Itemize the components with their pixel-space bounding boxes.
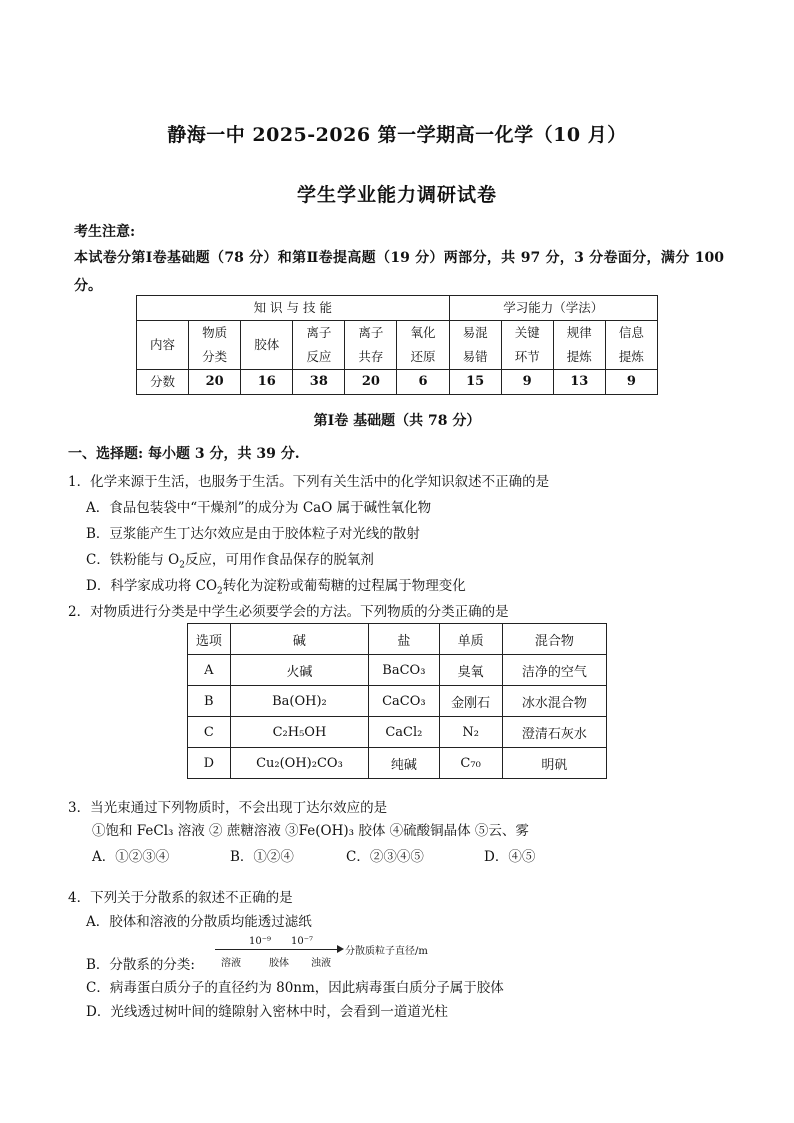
table-cell: 臭氧	[439, 655, 502, 686]
table-row	[137, 296, 658, 321]
table-cell: C	[188, 717, 231, 748]
score-distribution-table	[136, 295, 658, 395]
table-row	[188, 624, 607, 655]
table-row	[137, 321, 658, 370]
table-header: 碱	[230, 624, 369, 655]
question-3-option-b: B．①②④	[230, 849, 294, 865]
question-1-stem: 1．化学来源于生活，也服务于生活。下列有关生活中的化学知识叙述不正确的是	[68, 474, 550, 490]
table-cell: 金刚石	[439, 686, 502, 717]
table-cell: N₂	[439, 717, 502, 748]
table-cell: Ba(OH)₂	[230, 686, 369, 717]
table-cell: BaCO₃	[369, 655, 439, 686]
part-heading: 一、选择题: 每小题 3 分，共 39 分.	[68, 446, 300, 462]
question-1-option-c: C．铁粉能与 $O_2$反应，可用作食品保存的脱氧剂	[86, 552, 374, 571]
question-3-items: ①饱和 FeCl₃ 溶液 ② 蔗糖溶液 ③Fe(OH)₃ 胶体 ④硫酸铜晶体 ⑤云、雾	[92, 823, 529, 839]
table-cell: 离子 反应	[293, 321, 345, 370]
table-header: 单质	[439, 624, 502, 655]
row-content-label: 内容	[137, 321, 189, 370]
question-3-option-a: A．①②③④	[92, 849, 170, 865]
question-4-option-b: B．分散系的分类:	[86, 957, 195, 973]
question-1-option-d: D．科学家成功将 $CO_2$转化为淀粉或葡萄糖的过程属于物理变化	[86, 578, 466, 597]
table-cell: 澄清石灰水	[502, 717, 606, 748]
question-3-option-c: C．②③④⑤	[346, 849, 424, 865]
score-cell: 16	[241, 370, 293, 395]
table-cell: 明矾	[502, 748, 606, 779]
table-cell: 物质 分类	[189, 321, 241, 370]
axis-line	[215, 949, 339, 950]
question-3-option-d: D．④⑤	[484, 849, 536, 865]
group-ability-header: 学习能力（学法）	[449, 296, 657, 321]
score-cell: 20	[189, 370, 241, 395]
score-cell: 38	[293, 370, 345, 395]
row-score-label: 分数	[137, 370, 189, 395]
score-cell: 20	[345, 370, 397, 395]
tick-label: 10⁻⁷	[291, 936, 314, 947]
score-cell: 13	[553, 370, 605, 395]
segment-label: 溶液	[221, 958, 241, 969]
table-cell: CaCO₃	[369, 686, 439, 717]
table-header: 混合物	[502, 624, 606, 655]
table-cell: B	[188, 686, 231, 717]
section-title: 第Ⅰ卷 基础题（共 78 分）	[313, 413, 481, 429]
table-cell: 离子 共存	[345, 321, 397, 370]
table-cell: 洁净的空气	[502, 655, 606, 686]
score-cell: 6	[397, 370, 449, 395]
table-cell: 易混 易错	[449, 321, 501, 370]
table-cell: C₂H₅OH	[230, 717, 369, 748]
table-row	[137, 370, 658, 395]
axis-label: 分散质粒子直径/m	[345, 946, 428, 957]
segment-label: 浊液	[311, 958, 331, 969]
table-cell: Cu₂(OH)₂CO₃	[230, 748, 369, 779]
score-cell: 9	[501, 370, 553, 395]
question-4-option-c: C．病毒蛋白质分子的直径约为 80nm，因此病毒蛋白质分子属于胶体	[86, 980, 504, 996]
notice-heading: 考生注意:	[74, 224, 136, 240]
question-4-option-a: A．胶体和溶液的分散质均能透过滤纸	[86, 914, 312, 930]
question-4-stem: 4．下列关于分散系的叙述不正确的是	[68, 890, 293, 906]
group-knowledge-header: 知 识 与 技 能	[137, 296, 450, 321]
table-cell: 关键 环节	[501, 321, 553, 370]
question-2-stem: 2．对物质进行分类是中学生必须要学会的方法。下列物质的分类正确的是	[68, 604, 509, 620]
exam-title: 静海一中 2025-2026 第一学期高一化学（10 月）	[167, 124, 627, 146]
table-header: 选项	[188, 624, 231, 655]
table-cell: 胶体	[241, 321, 293, 370]
segment-label: 胶体	[269, 958, 289, 969]
question-1-option-a: A．食品包装袋中“干燥剂”的成分为 CaO 属于碱性氧化物	[86, 500, 432, 516]
score-cell: 15	[449, 370, 501, 395]
table-header: 盐	[369, 624, 439, 655]
notice-text: 本试卷分第Ⅰ卷基础题（78 分）和第Ⅱ卷提高题（19 分）两部分，共 97 分，3 分卷面分，满分 100 分。	[74, 250, 724, 294]
question-4-option-d: D．光线透过树叶间的缝隙射入密林中时，会看到一道道光柱	[86, 1004, 448, 1020]
table-row	[188, 717, 607, 748]
table-cell: A	[188, 655, 231, 686]
score-cell: 9	[605, 370, 657, 395]
table-cell: 规律 提炼	[553, 321, 605, 370]
arrow-icon	[337, 945, 344, 953]
table-cell: D	[188, 748, 231, 779]
table-row	[188, 748, 607, 779]
classification-table	[187, 623, 607, 779]
table-cell: 纯碱	[369, 748, 439, 779]
table-row	[188, 655, 607, 686]
dispersion-classification-diagram	[215, 936, 465, 968]
table-cell: 信息 提炼	[605, 321, 657, 370]
exam-subtitle: 学生学业能力调研试卷	[296, 184, 497, 206]
question-1-option-b: B．豆浆能产生丁达尔效应是由于胶体粒子对光线的散射	[86, 526, 420, 542]
table-cell: 冰水混合物	[502, 686, 606, 717]
question-3-stem: 3．当光束通过下列物质时，不会出现丁达尔效应的是	[68, 800, 388, 816]
table-cell: 火碱	[230, 655, 369, 686]
table-row	[188, 686, 607, 717]
table-cell: C₇₀	[439, 748, 502, 779]
tick-label: 10⁻⁹	[249, 936, 272, 947]
table-cell: 氧化 还原	[397, 321, 449, 370]
table-cell: CaCl₂	[369, 717, 439, 748]
